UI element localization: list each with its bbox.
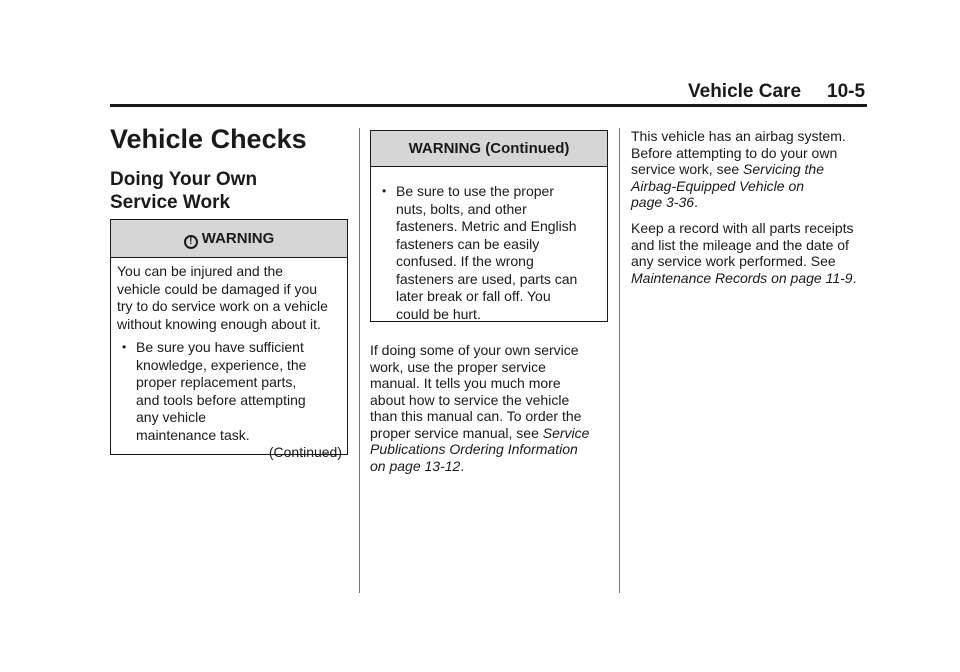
xref-servicing-airbag-cont[interactable]: Airbag-Equipped Vehicle on: [631, 177, 805, 194]
para-line: Before attempting to do your own: [631, 144, 838, 161]
para-line: manual. It tells you much more: [370, 375, 561, 391]
warning-continued-header: WARNING (Continued): [371, 131, 607, 167]
bullet-line: knowledge, experience, the: [136, 356, 307, 373]
warning-continued-box: [370, 130, 608, 322]
bullet-line: nuts, bolts, and other: [396, 200, 527, 217]
para-line: This vehicle has an airbag system.: [631, 128, 846, 144]
bullet-line: could be hurt.: [396, 305, 481, 322]
continued-label: (Continued): [268, 444, 342, 460]
warning-line: without knowing enough about it.: [117, 315, 321, 332]
bullet-line: maintenance task.: [136, 426, 250, 443]
para-line: than this manual can. To order the: [370, 408, 582, 424]
records-paragraph: [631, 220, 881, 286]
para-line: page 3-36.: [631, 194, 698, 210]
para-line: and list the mileage and the date of: [631, 236, 849, 253]
para-line: work, use the proper service: [370, 358, 546, 375]
para-line: [370, 441, 610, 458]
xref-servicing-airbag[interactable]: Servicing the: [743, 161, 824, 177]
warning-bullet: [377, 183, 602, 323]
warning-line: try to do service work on a vehicle: [117, 298, 328, 314]
subheading-line: Service Work: [110, 192, 231, 213]
warning-box-header: [111, 220, 347, 258]
warning-bullet: [117, 339, 342, 444]
subheading-service-work: [110, 168, 340, 214]
para-line: any service work performed. See: [631, 253, 836, 269]
xref-page-13-12[interactable]: on page 13-12: [370, 457, 461, 474]
airbag-paragraph: [631, 128, 881, 211]
column-divider-2: [619, 128, 620, 593]
bullet-line: and tools before attempting: [136, 391, 306, 408]
warning-box: [110, 219, 348, 460]
bullet-icon: •: [382, 184, 387, 198]
para-line: proper service manual, see Service: [370, 424, 590, 441]
bullet-line: proper replacement parts,: [136, 374, 297, 390]
para-line: about how to service the vehicle: [370, 391, 570, 408]
para-line: Maintenance Records on page 11-9.: [631, 269, 857, 286]
warning-title: WARNING: [201, 230, 275, 247]
warning-body: [111, 258, 347, 462]
bullet-line: confused. If the wrong: [396, 253, 534, 269]
bullet-line: later break or fall off. You: [396, 288, 551, 304]
bullet-line: Be sure you have sufficient: [136, 339, 304, 355]
para-line: [631, 178, 881, 195]
bullet-line: fasteners. Metric and English: [396, 218, 577, 234]
xref-service-publications-cont[interactable]: Publications Ordering Information: [370, 441, 578, 457]
para-line: service work, see Servicing the: [631, 161, 824, 177]
xref-service-publications[interactable]: Service: [542, 424, 590, 441]
xref-maintenance-records[interactable]: Maintenance Records on page 11-9: [631, 269, 853, 286]
service-manual-paragraph: [370, 342, 610, 474]
xref-page-3-36[interactable]: page 3-36: [631, 194, 695, 210]
bullet-line: fasteners are used, parts can: [396, 270, 578, 287]
page-number: 10-5: [827, 81, 866, 102]
warning-continued-body: [371, 167, 607, 323]
subheading-line: Doing Your Own: [110, 169, 258, 190]
warning-line: You can be injured and the: [117, 263, 284, 279]
bullet-line: fasteners can be easily: [396, 235, 540, 252]
heading-vehicle-checks: Vehicle Checks: [110, 124, 307, 154]
para-line: on page 13-12.: [370, 457, 465, 474]
para-line: Keep a record with all parts receipts: [631, 220, 854, 236]
warning-icon: !: [184, 235, 198, 249]
column-divider-1: [359, 128, 360, 593]
para-line: If doing some of your own service: [370, 342, 579, 358]
bullet-line: Be sure to use the proper: [396, 183, 554, 199]
header-rule: [110, 104, 867, 107]
section-title: Vehicle Care: [688, 81, 802, 102]
bullet-line: any vehicle: [136, 409, 207, 425]
bullet-icon: •: [122, 340, 127, 354]
warning-line: vehicle could be damaged if you: [117, 280, 318, 297]
